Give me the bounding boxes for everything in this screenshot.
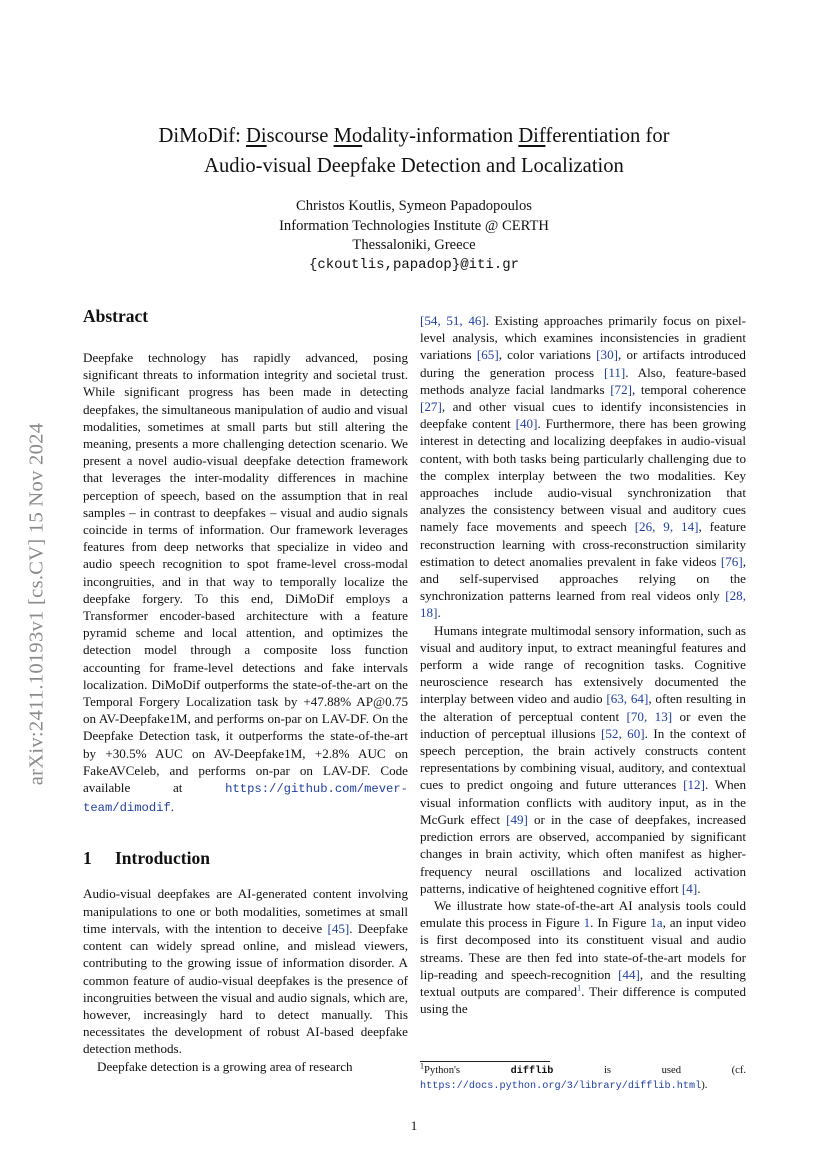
footnote: $^1$Python's difflib is used (cf. https://docs.python.org/3/library/difflib.html).	[420, 1061, 746, 1092]
citation-link[interactable]: [28, 18]	[420, 588, 746, 621]
right-paragraph-2: Humans integrate multimodal sensory information, such as visual and auditory input, to extract meaningful features and perform a wide range of recognition tasks. Cognitive neuroscience research has extensively documented the interplay between video and audio [63, 64], often resulting in the alteration of perceptual content [70, 13] or even the induction of perceptual illusions [52, 60]. In the context of speech perception, the brain actively constructs content representations by combining visual, auditory, and contextual cues to predict ongoing and future utterances [12]. When visual information conflicts with auditory input, as in the McGurk effect [49] or in the case of deepfakes, increased prediction errors are observed, accompanied by significant changes in brain activity, which often manifest as higher-frequency neural oscillations and localized activation patterns, indicative of heightened cognitive effort [4].	[420, 622, 746, 896]
citation-link[interactable]: [44]	[618, 966, 640, 982]
author-email[interactable]: {ckoutlis,papadop}@iti.gr	[308, 256, 520, 273]
citation-link[interactable]: [54, 51, 46]	[420, 313, 486, 328]
abstract-heading: Abstract	[83, 306, 149, 326]
citation-link[interactable]: [65]	[476, 347, 499, 363]
arxiv-stamp-text: arXiv:2411.10193v1 [cs.CV] 15 Nov 2024	[25, 422, 48, 786]
author-location: Thessaloniki, Greece	[352, 237, 476, 253]
footnote-code: difflib	[510, 1066, 554, 1077]
citation-link[interactable]: [27]	[420, 399, 442, 415]
citation-link[interactable]: [4]	[681, 880, 698, 896]
figure-link[interactable]: 1a	[650, 915, 663, 931]
section-heading-introduction: 1 Introduction	[83, 848, 210, 869]
author-block	[100, 197, 728, 275]
citation-link[interactable]: [30]	[596, 347, 618, 363]
intro-paragraph-2: Deepfake detection is a growing area of research	[97, 1058, 353, 1074]
code-link[interactable]: https://github.com/mever-team/dimodif	[83, 782, 408, 816]
citation-link[interactable]: [76]	[720, 553, 743, 569]
title-line-2: Audio-visual Deepfake Detection and Localization	[204, 155, 624, 177]
right-paragraph-3: We illustrate how state-of-the-art AI analysis tools could emulate this process in Figure 1. In Figure 1a, an input video is first decomposed into its constituent visual and audio streams. These are then fed into state-of-the-art models for lip-reading and speech-recognition [44], and the resulting textual outputs are compared$^1$. Their difference is computed using the	[420, 897, 746, 1017]
citation-link[interactable]: [26, 9, 14]	[634, 519, 699, 535]
citation-link[interactable]: [40]	[515, 416, 538, 432]
arxiv-stamp	[26, 358, 48, 850]
right-column	[420, 312, 746, 1017]
footnote-url-link[interactable]: https://docs.python.org/3/library/difflib.html	[420, 1081, 702, 1092]
abstract-text: Deepfake technology has rapidly advanced, posing significant threats to information integrity and societal trust. While significant progress has been made in detecting deepfakes, the simultaneous manipulation of audio and visual modalities, sometimes at small parts but still altering the meaning, presents a more challenging detection scenario. We present a novel audio-visual deepfake detection framework that leverages the inter-modality differences in machine perception of speech, based on the assumption that in real samples – in contrast to deepfakes – visual and audio signals coincide in terms of information. Our framework leverages features from deep networks that specialize in video and audio speech recognition to spot frame-level cross-modal incongruities, and in that way to temporally localize the deepfake forgery. To this end, DiMoDif employs a Transformer encoder-based architecture with a feature pyramid scheme and local attention, and optimizes the detection model through a composite loss function accounting for frame-level detections and fake intervals localization. DiMoDif outperforms the state-of-the-art on the Temporal Forgery Localization task by +47.88% AP@0.75 on AV-Deepfake1M, and performs on-par on LAV-DF. On the Deepfake Detection task, it outperforms the state-of-the-art by +30.5% AUC on AV-Deepfake1M, +2.8% AUC on FakeAVCeleb, and performs on-par on LAV-DF. Code available at https://github.com/mever-team/dimodif.	[83, 350, 408, 816]
citation-link[interactable]: [70, 13]	[626, 708, 673, 724]
citation-link[interactable]: [11]	[603, 364, 626, 380]
citation-link[interactable]: [45]	[327, 920, 350, 936]
left-column	[83, 305, 408, 1075]
author-names: Christos Koutlis, Symeon Papadopoulos	[296, 198, 532, 214]
page-number: 1	[410, 1118, 418, 1133]
citation-link[interactable]: [63, 64]	[606, 691, 649, 707]
footnote-marker[interactable]: 1	[577, 983, 582, 993]
paper-title	[100, 121, 728, 181]
intro-paragraph-1: Audio-visual deepfakes are AI-generated content involving manipulations to one or both modalities, sometimes at small time intervals, with the intention to deceive [45]. Deepfake content can widely spread online, and mislead viewers, contributing to the growing issue of information disorder. A common feature of audio-visual deepfakes is the presence of incongruities between the visual and audio signals, which are, however, increasingly hard to detect manually. This necessitates the development of robust AI-based deepfake detection methods.	[83, 886, 408, 1057]
citation-link[interactable]: [72]	[610, 381, 633, 397]
figure-link[interactable]: 1	[583, 915, 591, 931]
citation-link[interactable]: [52, 60]	[601, 725, 645, 741]
citation-link[interactable]: [12]	[683, 777, 705, 793]
author-institute: Information Technologies Institute @ CERTH	[279, 217, 549, 234]
right-paragraph-1: [54, 51, 46]. Existing approaches primarily focus on pixel-level analysis, which examines inconsistencies in gradient variations [65], color variations [30], or artifacts introduced during the generation process [11]. Also, feature-based methods analyze facial landmarks [72], temporal coherence [27], and other visual cues to identify inconsistencies in deepfake content [40]. Furthermore, there has been growing interest in detecting and localizing deepfakes in audio-visual content, with both tasks being particularly challenging due to the complex interplay between the two modalities. Key approaches include audio-visual synchronization that analyzes the consistency between visual and auditory cues namely face movements and speech [26, 9, 14], feature reconstruction learning with cross-reconstruction similarity estimation to detect anomalies prevalent in fake videos [76], and self-supervised approaches relying on the synchronization patterns learned from real videos only [28, 18].	[420, 313, 746, 621]
title-line-1: DiMoDif: Discourse Modality-information Differentiation for	[158, 125, 670, 147]
citation-link[interactable]: [49]	[506, 811, 528, 827]
footnote-divider	[420, 1061, 550, 1062]
